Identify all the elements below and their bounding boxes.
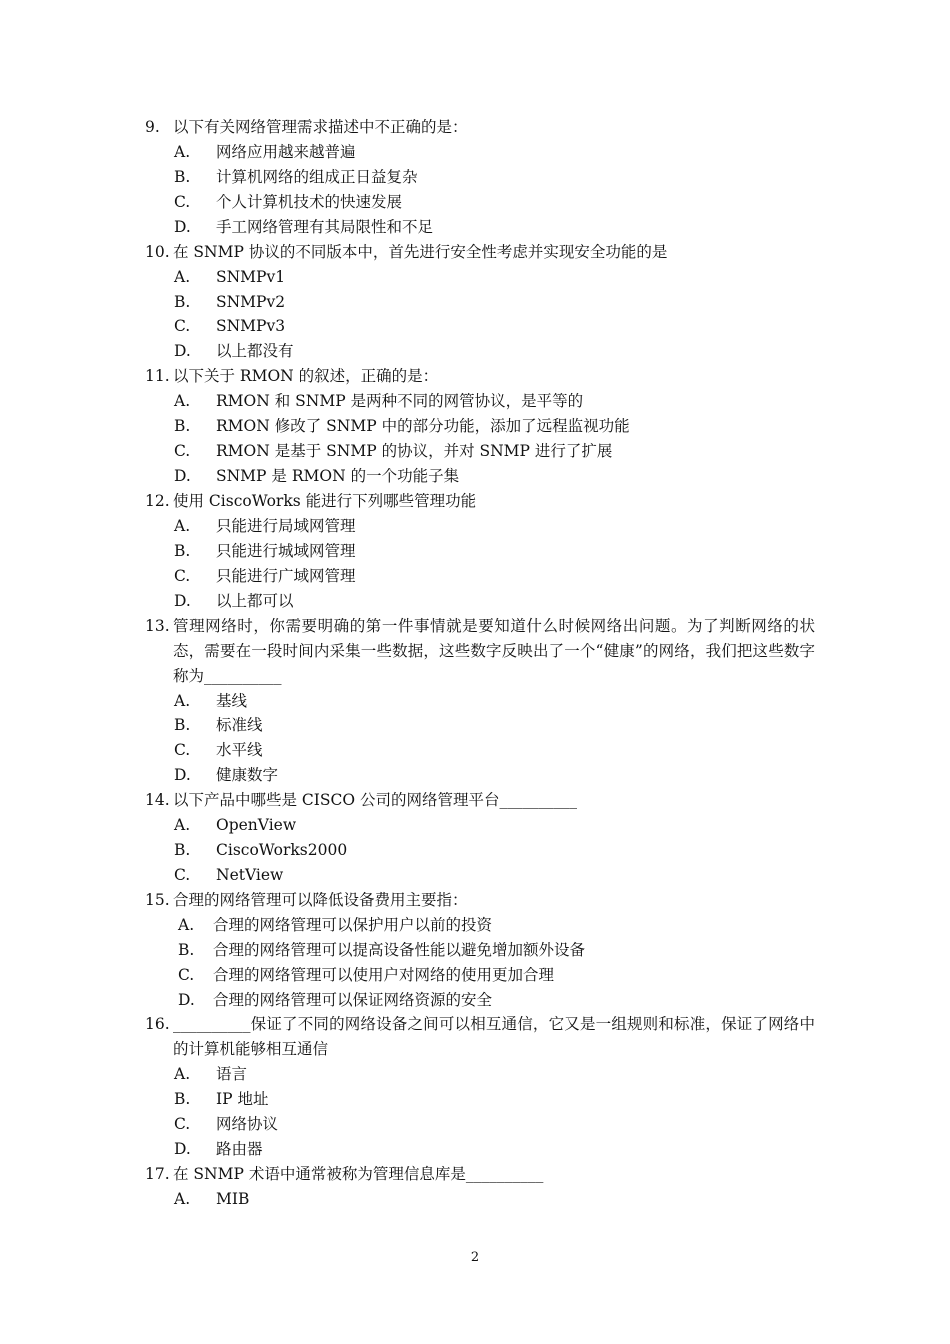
- option-text: 合理的网络管理可以提高设备性能以避免增加额外设备: [213, 940, 586, 959]
- option-text: 网络协议: [216, 1115, 279, 1134]
- option-text: NetView: [216, 865, 284, 884]
- answer-option: [145, 290, 815, 315]
- answer-option: [145, 339, 815, 364]
- answer-option: [145, 140, 815, 165]
- option-text: IP 地址: [216, 1090, 269, 1109]
- option-letter: B.: [174, 292, 191, 311]
- question-number: 15.: [145, 890, 170, 909]
- option-text: 只能进行城域网管理: [216, 541, 356, 560]
- question-number: 16.: [145, 1015, 170, 1034]
- answer-option: [145, 863, 815, 888]
- option-text: RMON 和 SNMP 是两种不同的网管协议，是平等的: [216, 392, 584, 411]
- question-text: 管理网络时，你需要明确的第一件事情就是要知道什么时候网络出问题。为了判断网络的状态，需要在一段时间内采集一些数据，这些数字反映出了一个“健康”的网络，我们把这些数字称为__________: [173, 616, 815, 685]
- option-text: SNMPv1: [216, 267, 286, 286]
- question-16: [145, 1012, 815, 1162]
- option-letter: B.: [174, 716, 191, 735]
- question-number: 10.: [145, 242, 170, 261]
- option-letter: C.: [174, 192, 191, 211]
- answer-option: [145, 514, 815, 539]
- option-letter: D.: [178, 990, 195, 1009]
- option-text: 合理的网络管理可以使用户对网络的使用更加合理: [213, 965, 555, 984]
- question-stem: [145, 888, 815, 913]
- question-text: 以下关于 RMON 的叙述，正确的是：: [173, 367, 439, 386]
- answer-option: [145, 190, 815, 215]
- question-10: [145, 240, 815, 365]
- answer-option: [145, 464, 815, 489]
- option-letter: B.: [174, 841, 191, 860]
- option-letter: C.: [174, 865, 191, 884]
- option-letter: A.: [174, 691, 191, 710]
- option-letter: B.: [174, 541, 191, 560]
- option-text: RMON 修改了 SNMP 中的部分功能，添加了远程监视功能: [216, 417, 630, 436]
- option-text: 标准线: [216, 716, 263, 735]
- answer-option: [145, 913, 815, 938]
- answer-option: [145, 265, 815, 290]
- option-text: 计算机网络的组成正日益复杂: [216, 167, 418, 186]
- question-list: [145, 115, 815, 1212]
- option-text: SNMPv3: [216, 317, 286, 336]
- question-number: 11.: [145, 367, 170, 386]
- option-text: CiscoWorks2000: [216, 841, 348, 860]
- option-letter: A.: [174, 267, 191, 286]
- option-letter: D.: [174, 1140, 191, 1159]
- question-text: 在 SNMP 术语中通常被称为管理信息库是__________: [173, 1165, 544, 1184]
- question-number: 13.: [145, 616, 170, 635]
- option-letter: D.: [174, 217, 191, 236]
- answer-option: [145, 1112, 815, 1137]
- option-text: 基线: [216, 691, 248, 710]
- question-stem: [145, 489, 815, 514]
- option-text: SNMPv2: [216, 292, 286, 311]
- answer-option: [145, 938, 815, 963]
- answer-option: [145, 713, 815, 738]
- option-letter: B.: [174, 167, 191, 186]
- option-text: 只能进行广域网管理: [216, 566, 356, 585]
- option-letter: C.: [174, 741, 191, 760]
- option-letter: B.: [174, 417, 191, 436]
- option-letter: A.: [174, 143, 191, 161]
- answer-option: [145, 813, 815, 838]
- option-letter: C.: [174, 566, 191, 585]
- answer-option: [145, 1087, 815, 1112]
- question-text: 以下产品中哪些是 CISCO 公司的网络管理平台__________: [173, 791, 578, 810]
- option-letter: B.: [178, 940, 195, 959]
- question-number: 14.: [145, 791, 170, 810]
- option-text: 健康数字: [216, 766, 279, 785]
- answer-option: [145, 564, 815, 589]
- question-number: 12.: [145, 491, 170, 510]
- option-letter: C.: [174, 1115, 191, 1134]
- answer-option: [145, 738, 815, 763]
- answer-option: [145, 165, 815, 190]
- answer-option: [145, 963, 815, 988]
- question-text: __________保证了不同的网络设备之间可以相互通信，它又是一组规则和标准，保证了网络中的计算机能够相互通信: [173, 1015, 815, 1059]
- question-text: 使用 CiscoWorks 能进行下列哪些管理功能: [173, 491, 477, 510]
- option-letter: A.: [174, 392, 191, 411]
- option-letter: D.: [174, 766, 191, 785]
- option-text: 合理的网络管理可以保证网络资源的安全: [213, 990, 493, 1009]
- answer-option: [145, 763, 815, 788]
- option-text: 以上都没有: [216, 342, 294, 361]
- option-text: SNMP 是 RMON 的一个功能子集: [216, 466, 460, 485]
- page-number: 2: [470, 1250, 480, 1265]
- answer-option: [145, 439, 815, 464]
- question-text: 以下有关网络管理需求描述中不正确的是：: [173, 118, 468, 136]
- option-letter: D.: [174, 591, 191, 610]
- option-letter: A.: [174, 1190, 191, 1209]
- answer-option: [145, 314, 815, 339]
- answer-option: [145, 838, 815, 863]
- question-stem: [145, 364, 815, 389]
- question-stem: [145, 240, 815, 265]
- option-letter: A.: [174, 816, 191, 835]
- answer-option: [145, 1187, 815, 1212]
- question-12: [145, 489, 815, 614]
- question-15: [145, 888, 815, 1013]
- answer-option: [145, 215, 815, 240]
- option-letter: D.: [174, 342, 191, 361]
- option-letter: D.: [174, 466, 191, 485]
- option-text: MIB: [216, 1190, 250, 1209]
- option-text: 合理的网络管理可以保护用户以前的投资: [213, 915, 493, 934]
- answer-option: [145, 1062, 815, 1087]
- option-text: RMON 是基于 SNMP 的协议，并对 SNMP 进行了扩展: [216, 442, 613, 461]
- question-stem: [145, 1012, 815, 1062]
- option-text: 路由器: [216, 1140, 263, 1159]
- option-text: 手工网络管理有其局限性和不足: [216, 217, 434, 236]
- option-letter: A.: [178, 915, 195, 934]
- question-stem: [145, 614, 815, 689]
- option-letter: B.: [174, 1090, 191, 1109]
- option-text: 网络应用越来越普遍: [216, 143, 356, 161]
- option-letter: C.: [174, 317, 191, 336]
- question-13: [145, 614, 815, 789]
- question-stem: [145, 115, 815, 140]
- option-letter: C.: [174, 442, 191, 461]
- question-text: 合理的网络管理可以降低设备费用主要指：: [173, 890, 468, 909]
- answer-option: [145, 988, 815, 1013]
- option-letter: C.: [178, 965, 195, 984]
- option-text: 以上都可以: [216, 591, 294, 610]
- answer-option: [145, 1137, 815, 1162]
- question-stem: [145, 1162, 815, 1187]
- option-text: 语言: [216, 1065, 248, 1084]
- answer-option: [145, 539, 815, 564]
- question-14: [145, 788, 815, 888]
- option-text: OpenView: [216, 816, 297, 835]
- question-number: 17.: [145, 1165, 170, 1184]
- option-text: 水平线: [216, 741, 263, 760]
- option-letter: A.: [174, 1065, 191, 1084]
- answer-option: [145, 414, 815, 439]
- question-9: [145, 115, 815, 240]
- question-17: [145, 1162, 815, 1212]
- question-number: 9.: [145, 118, 160, 136]
- question-11: [145, 364, 815, 489]
- option-letter: A.: [174, 516, 191, 535]
- option-text: 只能进行局域网管理: [216, 516, 356, 535]
- answer-option: [145, 689, 815, 714]
- question-text: 在 SNMP 协议的不同版本中，首先进行安全性考虑并实现安全功能的是: [173, 242, 668, 261]
- answer-option: [145, 589, 815, 614]
- answer-option: [145, 389, 815, 414]
- question-stem: [145, 788, 815, 813]
- option-text: 个人计算机技术的快速发展: [216, 192, 403, 211]
